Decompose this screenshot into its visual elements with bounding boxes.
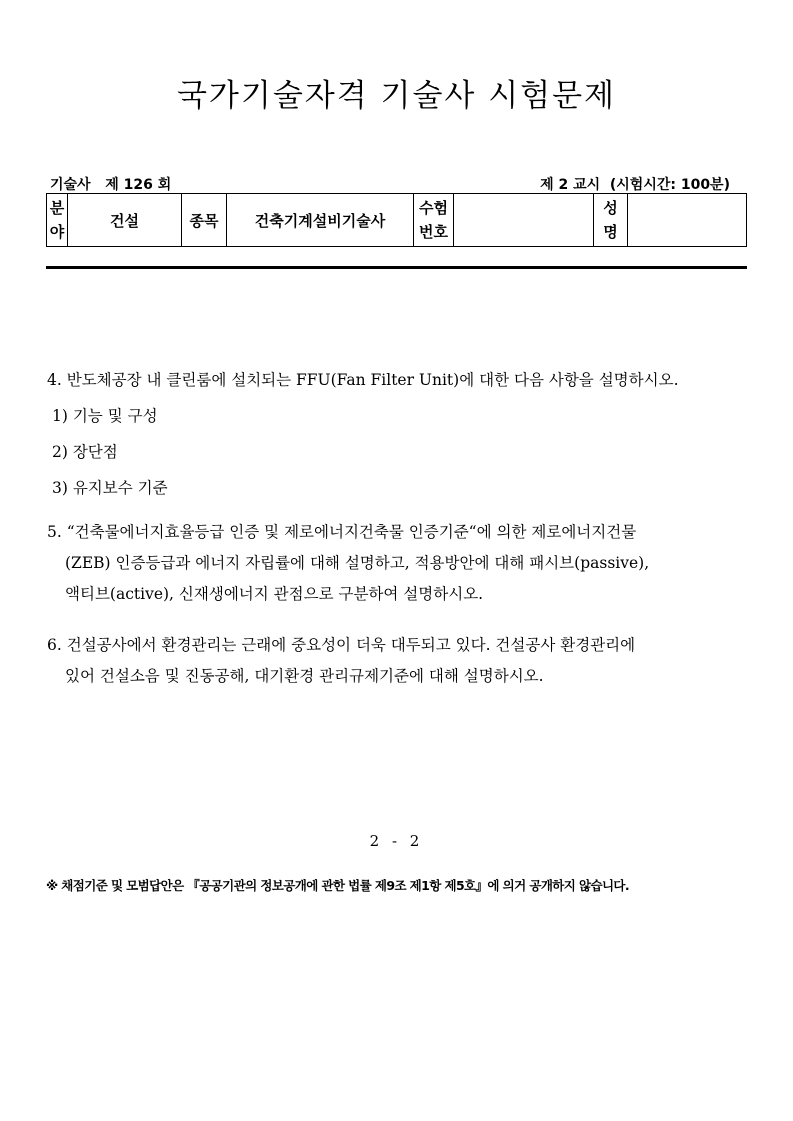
field-value-cell: 건설 [68, 194, 182, 247]
field-label-cell [47, 194, 68, 247]
exam-round: 기술사 제 126 회 [50, 177, 172, 193]
exam-no-label-line1: 수험 [419, 199, 448, 217]
page-title: 국가기술자격 기술사 시험문제 [176, 78, 616, 114]
exam-no-input[interactable] [454, 194, 594, 247]
candidate-info-table [46, 193, 747, 247]
name-input[interactable] [628, 194, 747, 247]
question-6 [47, 630, 749, 692]
page-number: 2 - 2 [369, 832, 424, 850]
question-5 [47, 517, 749, 610]
question-line: 6. 건설공사에서 환경관리는 근래에 중요성이 더욱 대두되고 있다. 건설공사 환경관리에 [47, 636, 636, 654]
question-line: (ZEB) 인증등급과 에너지 자립률에 대해 설명하고, 적용방안에 대해 패시브(passive), [65, 554, 650, 572]
name-label-cell [594, 194, 628, 247]
question-line: 액티브(active), 신재생에너지 관점으로 구분하여 설명하시오. [65, 585, 484, 603]
header-divider [46, 266, 747, 269]
subitem: 1) 기능 및 구성 [52, 407, 158, 425]
exam-no-label-line2: 번호 [419, 223, 448, 241]
field-label-line1: 분 [49, 199, 65, 217]
name-label-line2: 명 [603, 223, 618, 241]
question-line: 있어 건설소음 및 진동공해, 대기환경 관리규제기준에 대해 설명하시오. [65, 667, 544, 685]
field-label-line2: 야 [49, 223, 65, 241]
type-label-cell: 종목 [182, 194, 227, 247]
exam-session: 제 2 교시 (시험시간: 100분) [540, 177, 730, 193]
disclosure-notice: ※ 채점기준 및 모범답안은 『공공기관의 정보공개에 관한 법률 제9조 제1항 제5호』에 의거 공개하지 않습니다. [46, 878, 630, 893]
exam-no-label-cell [414, 194, 454, 247]
type-value-cell: 건축기계설비기술사 [227, 194, 414, 247]
question-line: 5. “건축물에너지효율등급 인증 및 제로에너지건축물 인증기준“에 의한 제로에너지건물 [47, 523, 637, 541]
name-label-line1: 성 [603, 199, 618, 217]
subitem: 2) 장단점 [52, 443, 118, 461]
subitem: 3) 유지보수 기준 [52, 479, 168, 497]
question-4 [47, 365, 749, 396]
question-line: 4. 반도체공장 내 클린룸에 설치되는 FFU(Fan Filter Unit)에 대한 다음 사항을 설명하시오. [47, 371, 679, 389]
